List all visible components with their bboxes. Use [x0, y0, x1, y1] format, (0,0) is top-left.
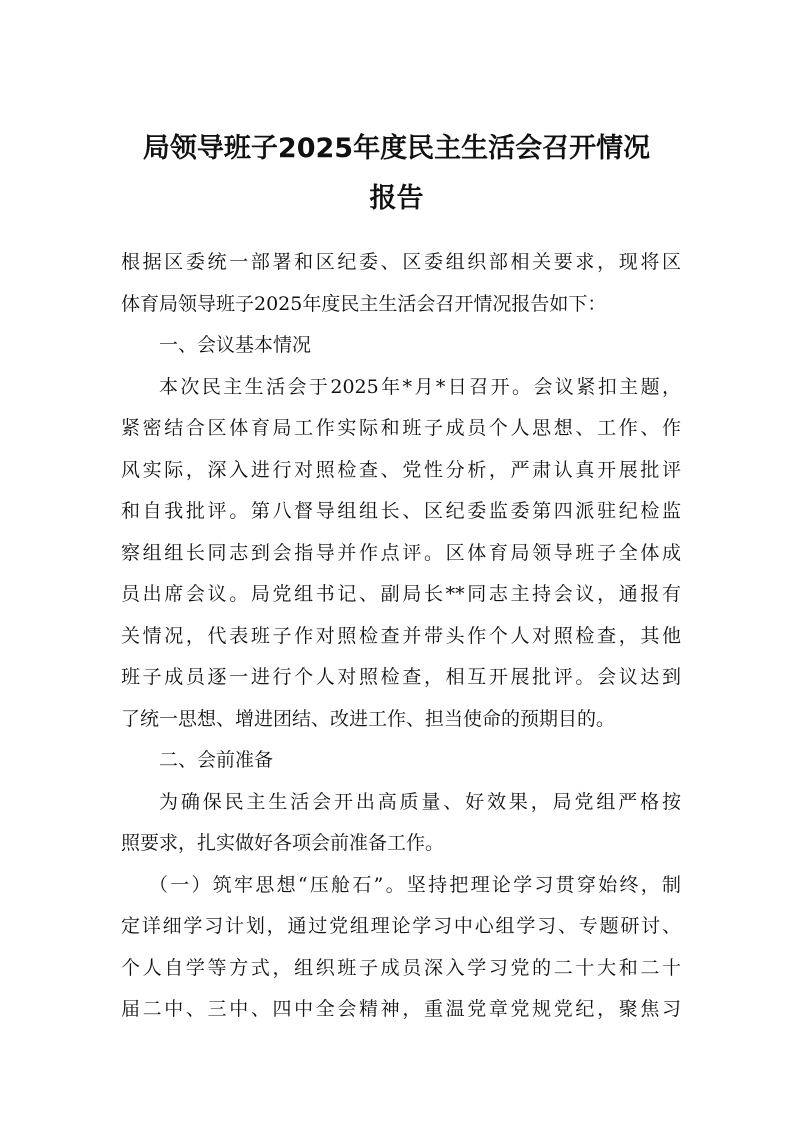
body-line: 届二中、三中、四中全会精神，重温党章党规党纪，聚焦习: [121, 998, 681, 1020]
document-body: [121, 242, 681, 1031]
body-line: 为确保民主生活会开出高质量、好效果，局党组严格按: [159, 790, 681, 813]
body-line: 本次民主生活会于2025年*月*日召开。会议紧扣主题，: [159, 375, 681, 398]
body-line: 察组组长同志到会指导并作点评。区体育局领导班子全体成: [121, 541, 681, 564]
body-line: 了统一思想、增进团结、改进工作、担当使命的预期目的。: [121, 707, 616, 730]
body-line: 和自我批评。第八督导组组长、区纪委监委第四派驻纪检监: [121, 500, 681, 522]
body-line: 关情况，代表班子作对照检查并带头作个人对照检查，其他: [121, 624, 681, 647]
body-line: 定详细学习计划，通过党组理论学习中心组学习、专题研讨、: [121, 915, 681, 937]
body-line: 员出席会议。局党组书记、副局长**同志主持会议，通报有: [121, 583, 681, 605]
section-heading: 二、会前准备: [159, 749, 274, 771]
document-title-line-1: 局领导班子2025年度民主生活会召开情况: [142, 133, 651, 164]
body-line: 照要求，扎实做好各项会前准备工作。: [121, 832, 445, 854]
subsection-heading: （一）筑牢思想“压舱石”。坚持把理论学习贯穿始终，制: [149, 873, 681, 896]
document-title-line-2: 报告: [369, 183, 424, 214]
body-line: 班子成员逐一进行个人对照检查，相互开展批评。会议达到: [121, 666, 681, 688]
body-line: 体育局领导班子2025年度民主生活会召开情况报告如下：: [121, 292, 607, 315]
body-line: 紧密结合区体育局工作实际和班子成员个人思想、工作、作: [121, 417, 681, 439]
section-heading: 一、会议基本情况: [159, 334, 312, 356]
body-line: 根据区委统一部署和区纪委、区委组织部相关要求，现将区: [121, 251, 681, 273]
body-line: 个人自学等方式，组织班子成员深入学习党的二十大和二十: [121, 956, 681, 979]
body-line: 风实际，深入进行对照检查、党性分析，严肃认真开展批评: [121, 458, 681, 481]
